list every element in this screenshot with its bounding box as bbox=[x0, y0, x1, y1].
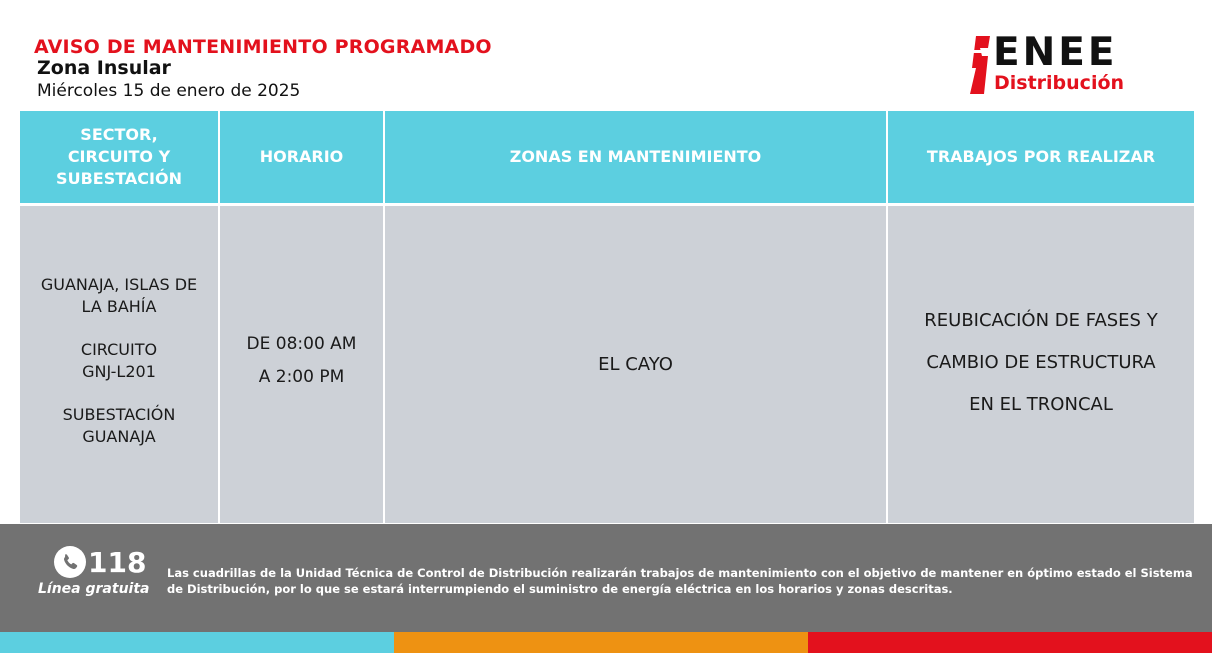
table-cell-zonas bbox=[385, 206, 886, 523]
page-title: AVISO DE MANTENIMIENTO PROGRAMADO bbox=[34, 36, 492, 58]
color-stripes bbox=[0, 632, 1212, 653]
horario-start: DE 08:00 AM bbox=[246, 333, 357, 354]
sector-substation: SUBESTACIÓN GUANAJA bbox=[62, 404, 176, 446]
column-zonas bbox=[385, 111, 886, 523]
table-header-cell bbox=[385, 111, 886, 203]
stripe-cyan bbox=[0, 632, 394, 653]
trabajos-line-1: REUBICACIÓN DE FASES Y bbox=[924, 309, 1158, 331]
phone-icon bbox=[54, 546, 86, 578]
sector-location: GUANAJA, ISLAS DE LA BAHÍA bbox=[40, 274, 198, 316]
logo-subtitle: Distribución bbox=[994, 72, 1125, 94]
trabajos-line-2: CAMBIO DE ESTRUCTURA bbox=[926, 351, 1156, 373]
phone-number: 118 bbox=[88, 546, 147, 579]
footer-text: Las cuadrillas de la Unidad Técnica de Control de Distribución realizarán trabajos de mantenimiento con el objetivo de mantener en óptimo estado el Sistema de Distribución, por lo que se estará interrumpiendo el suministro de energía eléctrica en los horarios y zonas descritas. bbox=[167, 566, 1193, 596]
table-header-cell bbox=[20, 111, 218, 203]
zonas-value: EL CAYO bbox=[598, 354, 673, 375]
horario-end: A 2:00 PM bbox=[258, 366, 345, 387]
table-cell-trabajos bbox=[888, 206, 1194, 523]
column-horario bbox=[220, 111, 383, 523]
header-zonas: ZONAS EN MANTENIMIENTO bbox=[509, 147, 762, 166]
maintenance-table bbox=[20, 111, 1194, 523]
table-header-cell bbox=[220, 111, 383, 203]
header-sector: SECTOR, CIRCUITO Y SUBESTACIÓN bbox=[56, 125, 182, 188]
column-trabajos bbox=[888, 111, 1194, 523]
column-sector bbox=[20, 111, 218, 523]
notice-date: Miércoles 15 de enero de 2025 bbox=[37, 81, 301, 101]
enee-logo-mark-icon bbox=[970, 36, 992, 94]
table-cell-horario bbox=[220, 206, 383, 523]
zone-name: Zona Insular bbox=[37, 57, 171, 79]
sector-circuit: CIRCUITO GNJ-L201 bbox=[80, 339, 158, 381]
table-cell-sector bbox=[20, 206, 218, 523]
notice-header bbox=[0, 0, 1212, 110]
header-horario: HORARIO bbox=[259, 147, 344, 166]
trabajos-line-3: EN EL TRONCAL bbox=[969, 393, 1113, 415]
table-header-cell bbox=[888, 111, 1194, 203]
phone-label: Línea gratuita bbox=[38, 581, 150, 597]
stripe-orange bbox=[394, 632, 808, 653]
stripe-red bbox=[808, 632, 1212, 653]
header-trabajos: TRABAJOS POR REALIZAR bbox=[926, 147, 1156, 166]
enee-logo bbox=[966, 30, 1166, 96]
logo-name: ENEE bbox=[993, 30, 1118, 75]
footer-notice bbox=[0, 524, 1212, 632]
